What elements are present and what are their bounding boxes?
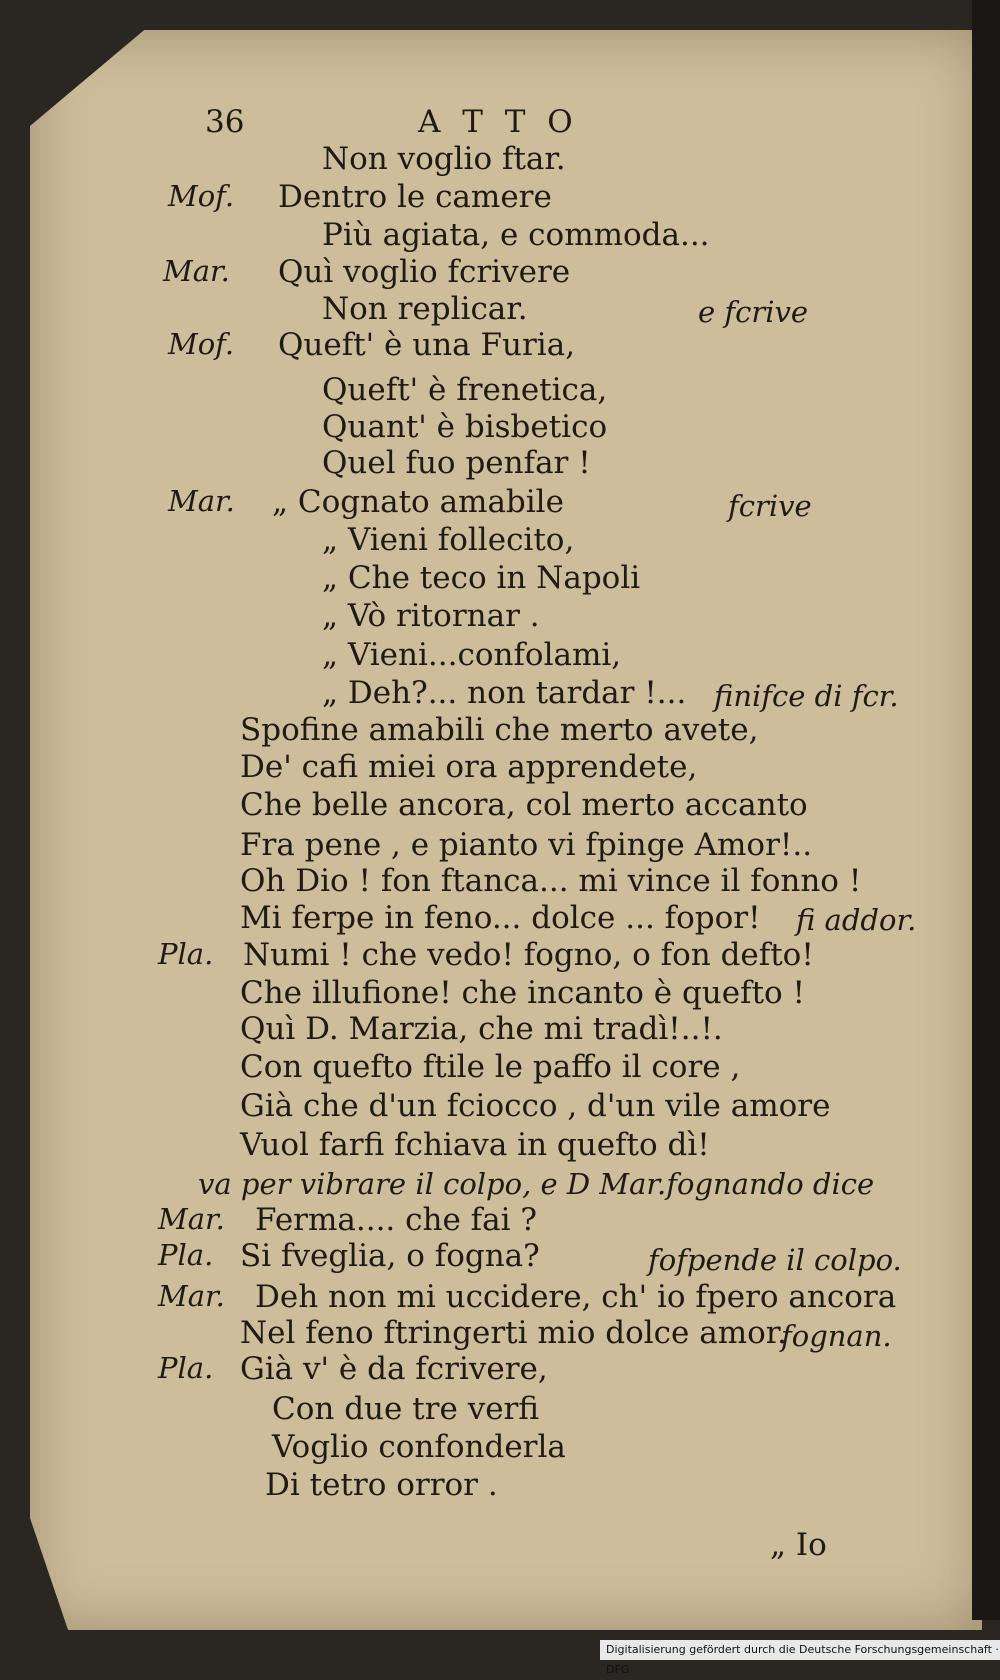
verse-line: Più agiata, e commoda... [322,217,710,253]
speaker-label: Mof. [168,327,235,361]
verse-line: Quì voglio fcrivere [278,254,571,290]
verse-line: Già che d'un fciocco , d'un vile amore [240,1088,831,1124]
speaker-label: Pla. [158,937,214,971]
verse-line: „ Vieni...confolami, [322,637,622,673]
verse-line: „ Vò ritornar . [322,598,540,634]
verse-line: Si fveglia, o fogna? [240,1238,540,1274]
verse-line: Mi ferpe in feno... dolce ... fopor! [240,900,761,936]
verse-line: „ Vieni follecito, [322,522,575,558]
verse-line: Quì D. Marzia, che mi tradì!..!. [240,1011,723,1047]
verse-line: Ferma.... che fai ? [255,1202,537,1238]
stage-direction: va per vibrare il colpo, e D Mar.fognando dice [198,1167,875,1201]
verse-line: Che illufione! che incanto è quefto ! [240,975,806,1011]
speaker-label: Mof. [168,179,235,213]
verse-line: Già v' è da fcrivere, [240,1351,548,1387]
running-title: A T T O [418,104,579,140]
speaker-label: Mar. [158,1279,225,1313]
verse-line: Dentro le camere [278,179,552,215]
verse-line: De' cafi miei ora apprendete, [240,749,698,785]
verse-line: „ Deh?... non tardar !... [322,675,687,711]
verse-line: Queft' è una Furia, [278,327,576,363]
stage-direction: fi addor. [796,903,917,937]
verse-line: Spofine amabili che merto avete, [240,712,759,748]
stage-direction: finifce di fcr. [714,679,899,713]
verse-line: „ Cognato amabile [272,484,564,520]
speaker-label: Pla. [158,1238,214,1272]
verse-line: Oh Dio ! fon ftanca... mi vince il fonno ! [240,863,862,899]
speaker-label: Mar. [163,254,230,288]
page-number: 36 [205,104,245,140]
verse-line: Che belle ancora, col merto accanto [240,787,808,823]
digitization-footer: Digitalisierung gefördert durch die Deutsche Forschungsgemeinschaft · DFG [600,1640,1000,1660]
stage-direction: fcrive [728,489,812,523]
speaker-label: Mar. [168,484,235,518]
verse-line: Fra pene , e pianto vi fpinge Amor!.. [240,827,813,863]
verse-line: Voglio confonderla [272,1429,566,1465]
verse-line: Queft' è frenetica, [322,372,608,408]
verse-line: Numi ! che vedo! fogno, o fon defto! [243,937,814,973]
verse-line: Di tetro orror . [265,1467,498,1503]
verse-line: Con due tre verfi [272,1391,540,1427]
verse-line: Nel feno ftringerti mio dolce amor. [240,1315,788,1351]
verse-line: Vuol farfi fchiava in quefto dì! [240,1127,710,1163]
book-spine [972,0,1000,1620]
speaker-label: Pla. [158,1351,214,1385]
verse-line: Non voglio ftar. [322,141,566,177]
verse-line: Quel fuo penfar ! [322,445,591,481]
verse-line: Con quefto ftile le paffo il core , [240,1049,741,1085]
verse-line: Deh non mi uccidere, ch' io fpero ancora [255,1279,897,1315]
stage-direction: fognan. [781,1319,892,1353]
stage-direction: fofpende il colpo. [648,1243,902,1277]
verse-line: Non replicar. [322,291,528,327]
speaker-label: Mar. [158,1202,225,1236]
catchword: „ Io [770,1527,827,1563]
verse-line: Quant' è bisbetico [322,409,608,445]
verse-line: „ Che teco in Napoli [322,560,641,596]
stage-direction: e fcrive [698,295,809,329]
